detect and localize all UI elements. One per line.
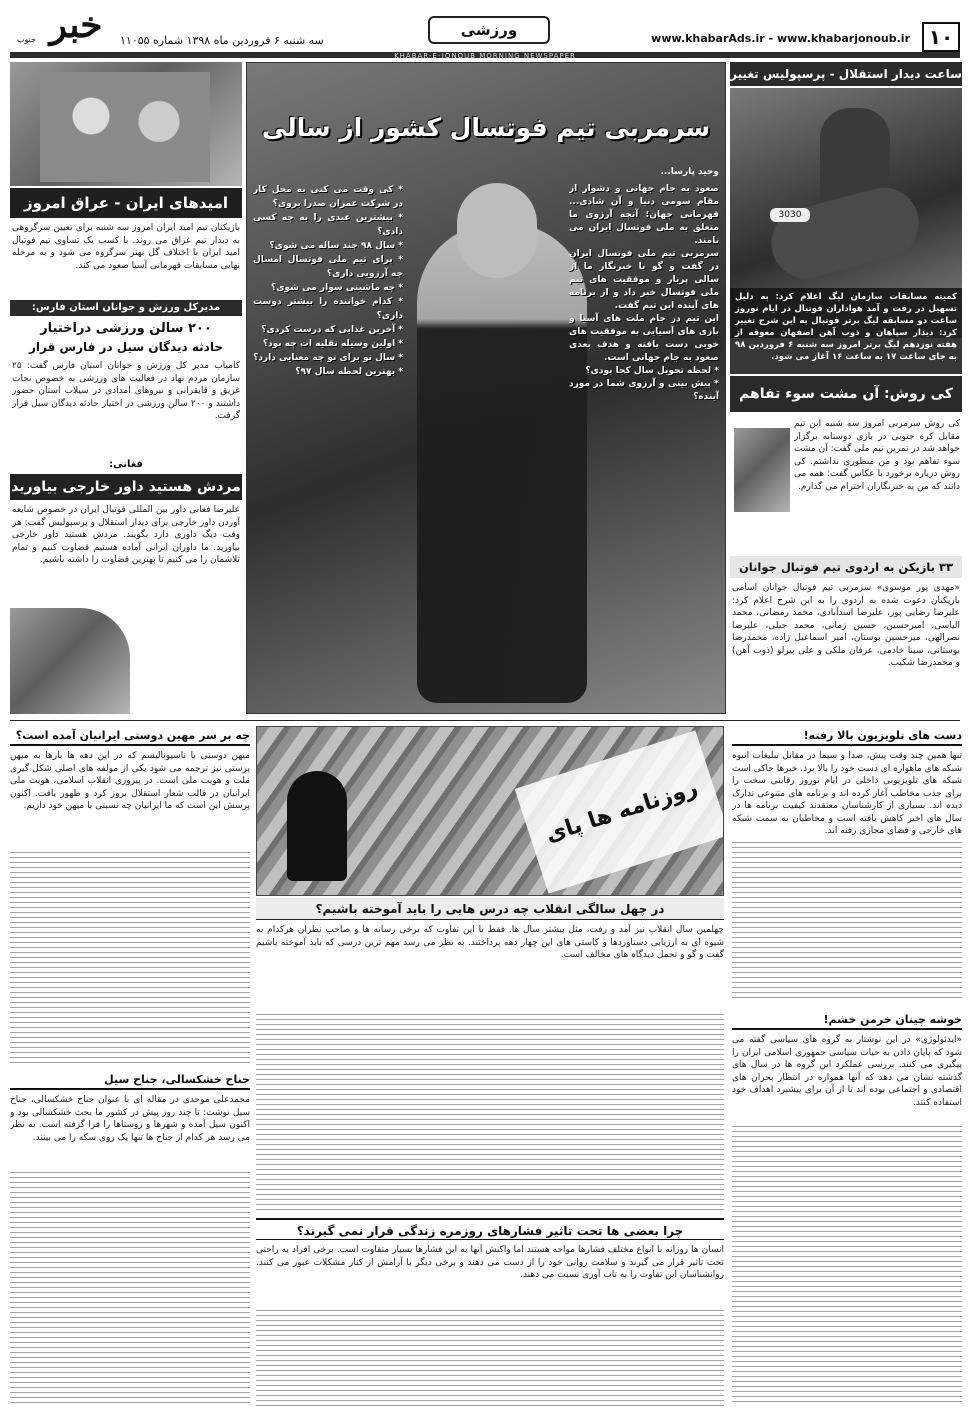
lead-q5: * چه ماشینی سوار می شوی؟ (271, 283, 403, 293)
lead-q7: * آخرین غذایی که درست کردی؟ (261, 325, 403, 335)
fenai-label: فغانی: (109, 459, 143, 470)
jenah-section (10, 1070, 250, 1408)
tv-heading: دست های تلویزیون بالا رفته! (732, 726, 962, 746)
director-body: کامیاب مدیر کل ورزش و جوانان استان فارس گفت: ۲۵ سازمان مردم نهاد در فعالیت های ورزشی به خصوص نجات غریق و قایقرانی و نیروهای امدادی در سیلاب استان حضور داشتند و ۲۰۰ سالن ورزشی در اختیار حادثه دیدگان سیل قرار گرفت. (12, 361, 240, 421)
olympic-players (40, 72, 210, 182)
lead-q2: * بیشترین عیدی را به چه کسی دادی؟ (253, 213, 403, 237)
pressure-headline: چرا بعضی ها تحت تاثیر فشارهای روزمره زندگی قرار نمی گیرند؟ (256, 1218, 724, 1240)
queiroz-section (730, 376, 962, 556)
olympic-photo (10, 62, 242, 186)
lead-q11: * لحظه تحویل سال کجا بودی؟ (585, 366, 719, 376)
derby-caption: کمیته مسابقات سازمان لیگ اعلام کرد: به دلیل تسهیل در رفت و آمد هواداران فوتبال در ایام نوروز ساعت دو مسابقه لیگ برتر فوتبال به این شرح تغییر کرد: دیدار سپاهان و ذوب آهن اصفهان معوقه از هفته نوزدهم لیگ برتر امروز سه شنبه ۶ فروردین ۹۸ به جای ساعت ۱۷ به ساعت ۱۶ آغاز می شود. (730, 288, 962, 374)
logo-text: خبر (49, 4, 103, 46)
youth-body: «مهدی پور موسوی» سرمربی تیم فوتبال جوانان اسامی بازیکنان دعوت شده به اردوی را به این شرح اعلام کرد: علیرضا رضایی پور، علیرضا اسدآبادی، محمد رمضانی، محمد الیاسی، امیرحسین، حسین زمانی، محمد جبلی، علیرضا نصرالهی، میرحسین بوستان، امیر اسماعیل زاده، محمدرضا بوستانی، سینا خادمی، عرفان ملکی و علی پیرلو (ذوب آهن) و محمدرضا شکیب. (732, 583, 960, 668)
lead-q10: * بهترین لحظه سال ۹۷؟ (295, 367, 403, 377)
lead-col-left (253, 183, 403, 703)
fenai-section (10, 458, 242, 714)
youth-section (730, 556, 962, 714)
lead-excerpt-3: این تیم در جام ملت های آسیا و بازی های آسیایی به موفقیت های خوبی دست یافته و هدف بعدی صعود به جام جهانی است. (569, 314, 719, 363)
friendship-body-continued (10, 852, 250, 1064)
friendship-body: میهن دوستی با ناسیونالیسم که در این دهه ها بارها به میهن پرستی نیز ترجمه می شود یکی از مولفه های اصلی شکل گیری ملت و هویت ملی است. در پیروزی انقلاب اسلامی، هویت ملی ایرانیان در قالب شعار استقلال بروز کرد و ظهور یافت. اکنون پرسش این است که ما ایرانیان چه نسبتی با میهن خود داریم. (10, 751, 250, 811)
coach-head (457, 183, 537, 278)
player-figure-2 (763, 180, 926, 286)
khousheh-body-continued (732, 1126, 962, 1404)
reader-silhouette (287, 771, 347, 881)
newspapers-body-continued (256, 1014, 724, 1214)
jersey-number: 3030 (770, 208, 810, 222)
youth-heading: ۳۳ بازیکن به اردوی تیم فوتبال جوانان (730, 556, 962, 578)
lead-q9: * سال نو برای تو چه معنایی دارد؟ (253, 353, 403, 363)
derby-heading: ساعت دیدار استقلال - پرسپولیس تغییر (730, 62, 962, 86)
director-label: مدیرکل ورزش و جوانان استان فارس: (10, 300, 242, 316)
lead-q3: * سال ۹۸ چند ساله می شوی؟ (269, 241, 403, 251)
jenah-body: محمدعلی موحدی در مقاله ای با عنوان جناح خشکسالی، جناح سیل نوشت: تا چند روز پیش در کشور ما بحث خشکسالی بود و اکنون سیل آمده و شهرها و روستاها را فرا گرفته است. به نظر می رسد هر کدام از جناح ها تنها یک روی سکه را می بینند. (10, 1095, 250, 1143)
jenah-body-continued (10, 1172, 250, 1404)
lead-section (246, 62, 726, 714)
khousheh-heading: خوشه چینان خرمن خشم! (732, 1010, 962, 1030)
lead-excerpt-2: سرمربی تیم ملی فوتسال ایران در گفت و گو با خبرنگار ما از سالی پربار و موفقیت های تیم ملی فوتسال خبر داد و از برنامه های آینده این تیم گفت. (569, 249, 719, 311)
fenai-body: علیرضا فغانی داور بین المللی فوتبال ایران در خصوص شایعه آوردن داور خارجی برای دیدار استقلال و پرسپولیس گفت: هر وقت دیگ داوری دارد بگویند. مردش هستید داور خارجی بیاورید. ما داوران ایرانی آماده هستیم قضاوت کنیم و تمام تلاشمان را می کنیم تا بهترین قضاوت را داشته باشیم. (12, 505, 240, 565)
director-headline-1: ۲۰۰ سالن ورزشی دراختیار (40, 321, 212, 336)
director-headline-2: حادثه دیدگان سیل در فارس قرار (29, 340, 223, 354)
section-label: ورزشی (428, 16, 550, 44)
queiroz-photo (734, 428, 790, 512)
top-divider (10, 720, 960, 721)
lead-excerpt-1: صعود به جام جهانی و دشوار از مقام سومی دنیا و آن شادی... قهرمانی جهان؛ آنچه آرزوی ما متعلق به ملی فوتسال ایران می نامند. (569, 184, 719, 246)
olympic-headline: امیدهای ایران - عراق امروز (10, 188, 242, 218)
page-number: ۱۰ (922, 22, 960, 52)
lead-byline: وحید پارسا... (660, 167, 719, 177)
queiroz-body: کی روش سرمربی امروز سه شنبه این تیم مقابل کره جنوبی در بازی دوستانه برگزار خواهد شد در تمرین تیم ملی گفت: آن مشت سوء تفاهم بود و من منظوری نداشتم. کی روش درباره برخورد با عکاس گفت: همه می دانند که من به خبرنگاران احترام می گذارم. (794, 419, 960, 492)
tv-body: تنها همین چند وقت پیش، صدا و سیما در مقابل تبلیغات انبوه شبکه های ماهواره ای دست خود را بالا برد. خبرها حاکی است شبکه های تلویزیونی داخلی در ایام نوروز رقابتی سخت را برای جذب مخاطب آغاز کرده اند و برنامه های متنوعی تدارک دیده اند. بسیاری از کارشناسان معتقدند کیفیت برنامه ها در سال های اخیر کاهش یافته است و مخاطبان به سمت شبکه های خارجی و فضای مجازی رفته اند. (732, 751, 962, 836)
websites: www.khabarAds.ir - www.khabarjonoub.ir (651, 32, 910, 45)
lead-q1: * کی وقت می کنی به محل کار در شرکت عمران صدرا بروی؟ (253, 185, 403, 209)
khousheh-body: «ایدئولوژی» در این نوشتار به گروه های سیاسی گفته می شود که پایان دادن به حیات سیاسی جمهوری اسلامی ایران را پیگیری می کنند. بررسی عملکرد این گروه ها در سال های گذشته نشان می دهد که آنها همواره در انتظار بحران های اقتصادی و اجتماعی بوده اند تا از آن برای پیشبرد اهداف خود استفاده کنند. (732, 1035, 962, 1108)
fenai-headline: مردش هستید داور خارجی بیاورید (10, 474, 242, 500)
lead-headline: سرمربی تیم فوتسال کشور از سالی (261, 113, 711, 142)
lead-q12: * پیش بینی و آرزوی شما در مورد آینده؟ (569, 379, 719, 402)
newspapers-body: چهلمین سال انقلاب نیز آمد و رفت، مثل بیشتر سال ها. فقط با این تفاوت که برخی رسانه ها و صاحب نظران هرکدام به شیوه ای به ارزیابی دستاوردها و کاستی های این چهار دهه پرداختند. به نظر می رسد مهم ترین درسی که باید آموخته باشیم گفت و گو و تحمل دیدگاه های مخالف است. (256, 925, 724, 960)
date-issue: سه شنبه ۶ فروردین ماه ۱۳۹۸ شماره ۱۱۰۵۵ (120, 34, 324, 47)
queiroz-heading: کی روش: آن مشت سوء تفاهم (730, 376, 962, 412)
jenah-heading: جناح خشکسالی، جناح سیل (10, 1070, 250, 1090)
logo-sub: جنوب (16, 35, 36, 44)
tv-section (732, 726, 962, 1006)
derby-section (730, 62, 962, 374)
khousheh-section (732, 1010, 962, 1408)
olympic-section (10, 62, 242, 298)
masthead (0, 0, 970, 58)
director-section (10, 300, 242, 456)
lead-q6: * کدام خواننده را بیشتر دوست داری؟ (253, 297, 403, 321)
logo (24, 2, 128, 50)
tv-body-continued (732, 842, 962, 1002)
friendship-section (10, 726, 250, 1066)
coach-figure (417, 223, 587, 703)
lead-col-right (569, 183, 719, 703)
newspapers-graphic (256, 726, 724, 896)
lead-q4: * برای تیم ملی فوتسال امسال چه آرزویی داری؟ (253, 255, 403, 279)
masthead-strip: KHABAR-E-JONOUB MORNING NEWSPAPER (10, 52, 960, 58)
newspapers-headline: در چهل سالگی انقلاب چه درس هایی را باید آموخته باشیم؟ (256, 898, 724, 920)
friendship-heading: چه بر سر مهین دوستی ایرانیان آمده است؟ (10, 726, 250, 746)
olympic-body: بازیکنان تیم امید ایران امروز سه شنبه برای تعیین سرگروهی به دیدار تیم عراق می روند. با کسب یک تساوی تیم فوتبال امید ایران با اختلاف گل بهتر سرگروه می شود و به مرحله نهایی مسابقات قهرمانی آسیا صعود می کند. (12, 223, 240, 271)
pressure-body-continued (256, 1310, 724, 1408)
pressure-body: انسان ها روزانه با انواع مختلف فشارها مواجه هستند اما واکنش آنها به این فشارها بسیار متفاوت است. برخی افراد به راحتی تحت تاثیر قرار می گیرند و سلامت روانی خود را از دست می دهند و برخی دیگر با آرامش از کنار مشکلات عبور می کنند. روانشناسان این تفاوت را به تاب آوری نسبت می دهند. (256, 1245, 724, 1280)
lead-q8: * اولین وسیله نقلیه ات چه بود؟ (262, 339, 403, 349)
newspapers-graphic-title: روزنامه ها پای (515, 730, 724, 893)
fenai-photo (10, 608, 130, 714)
